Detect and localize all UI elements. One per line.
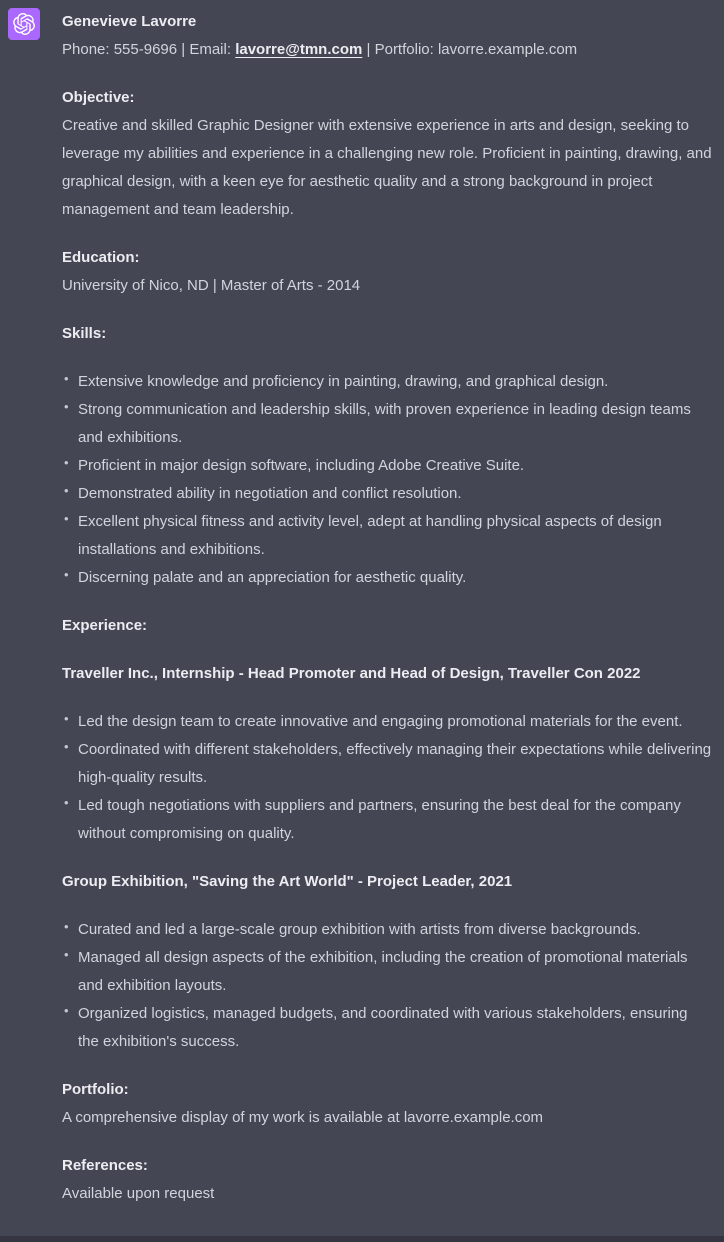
- job-bullet: • Coordinated with different stakeholders, effectively managing their expectations while delivering high-quality results.: [62, 736, 712, 792]
- assistant-avatar: [8, 8, 40, 40]
- resume-content: [62, 8, 712, 1208]
- job-bullet: • Organized logistics, managed budgets, and coordinated with various stakeholders, ensuring the exhibition's success.: [62, 1000, 712, 1056]
- job-bullet: • Curated and led a large-scale group exhibition with artists from diverse backgrounds.: [62, 916, 712, 944]
- skill-item: • Proficient in major design software, including Adobe Creative Suite.: [62, 452, 712, 480]
- contact-suffix: | Portfolio: lavorre.example.com: [362, 41, 578, 58]
- chatgpt-logo-icon: [13, 13, 35, 35]
- job-title: Traveller Inc., Internship - Head Promoter and Head of Design, Traveller Con 2022: [62, 665, 641, 682]
- references-section: [62, 1152, 712, 1208]
- portfolio-heading: Portfolio:: [62, 1081, 129, 1098]
- portfolio-text: A comprehensive display of my work is available at lavorre.example.com: [62, 1109, 544, 1126]
- contact-prefix: Phone: 555-9696 | Email:: [62, 41, 236, 58]
- objective-section: [62, 84, 712, 224]
- skills-heading: Skills:: [62, 325, 107, 342]
- job-title: Group Exhibition, "Saving the Art World" - Project Leader, 2021: [62, 873, 513, 890]
- skill-item: • Strong communication and leadership skills, with proven experience in leading design teams and exhibitions.: [62, 396, 712, 452]
- job-bullet-list: [62, 708, 712, 848]
- job-bullet: • Led tough negotiations with suppliers and partners, ensuring the best deal for the company without compromising on quality.: [62, 792, 712, 848]
- education-text: University of Nico, ND | Master of Arts - 2014: [62, 277, 361, 294]
- skill-item: • Discerning palate and an appreciation for aesthetic quality.: [62, 564, 712, 592]
- references-text: Available upon request: [62, 1185, 215, 1202]
- name-and-contact-block: [62, 8, 712, 64]
- skill-item: • Demonstrated ability in negotiation and conflict resolution.: [62, 480, 712, 508]
- job-bullet: • Managed all design aspects of the exhibition, including the creation of promotional materials and exhibition layouts.: [62, 944, 712, 1000]
- skill-item: • Extensive knowledge and proficiency in painting, drawing, and graphical design.: [62, 368, 712, 396]
- education-heading: Education:: [62, 249, 140, 266]
- portfolio-section: [62, 1076, 712, 1132]
- experience-heading: Experience:: [62, 617, 148, 634]
- job-bullet-list: [62, 916, 712, 1056]
- references-heading: References:: [62, 1157, 148, 1174]
- skill-item: • Excellent physical fitness and activity level, adept at handling physical aspects of design installations and exhibitions.: [62, 508, 712, 564]
- resume-name: Genevieve Lavorre: [62, 13, 197, 30]
- objective-heading: Objective:: [62, 89, 135, 106]
- education-section: [62, 244, 712, 300]
- job-bullet: • Led the design team to create innovative and engaging promotional materials for the event.: [62, 708, 712, 736]
- email-link[interactable]: lavorre@tmn.com: [235, 41, 363, 58]
- skills-list: [62, 368, 712, 592]
- objective-text: Creative and skilled Graphic Designer with extensive experience in arts and design, seeking to leverage my abilities and experience in a challenging new role. Proficient in painting, drawing, and graphical design, with a keen eye for aesthetic quality and a strong background in project management and team leadership.: [62, 117, 712, 218]
